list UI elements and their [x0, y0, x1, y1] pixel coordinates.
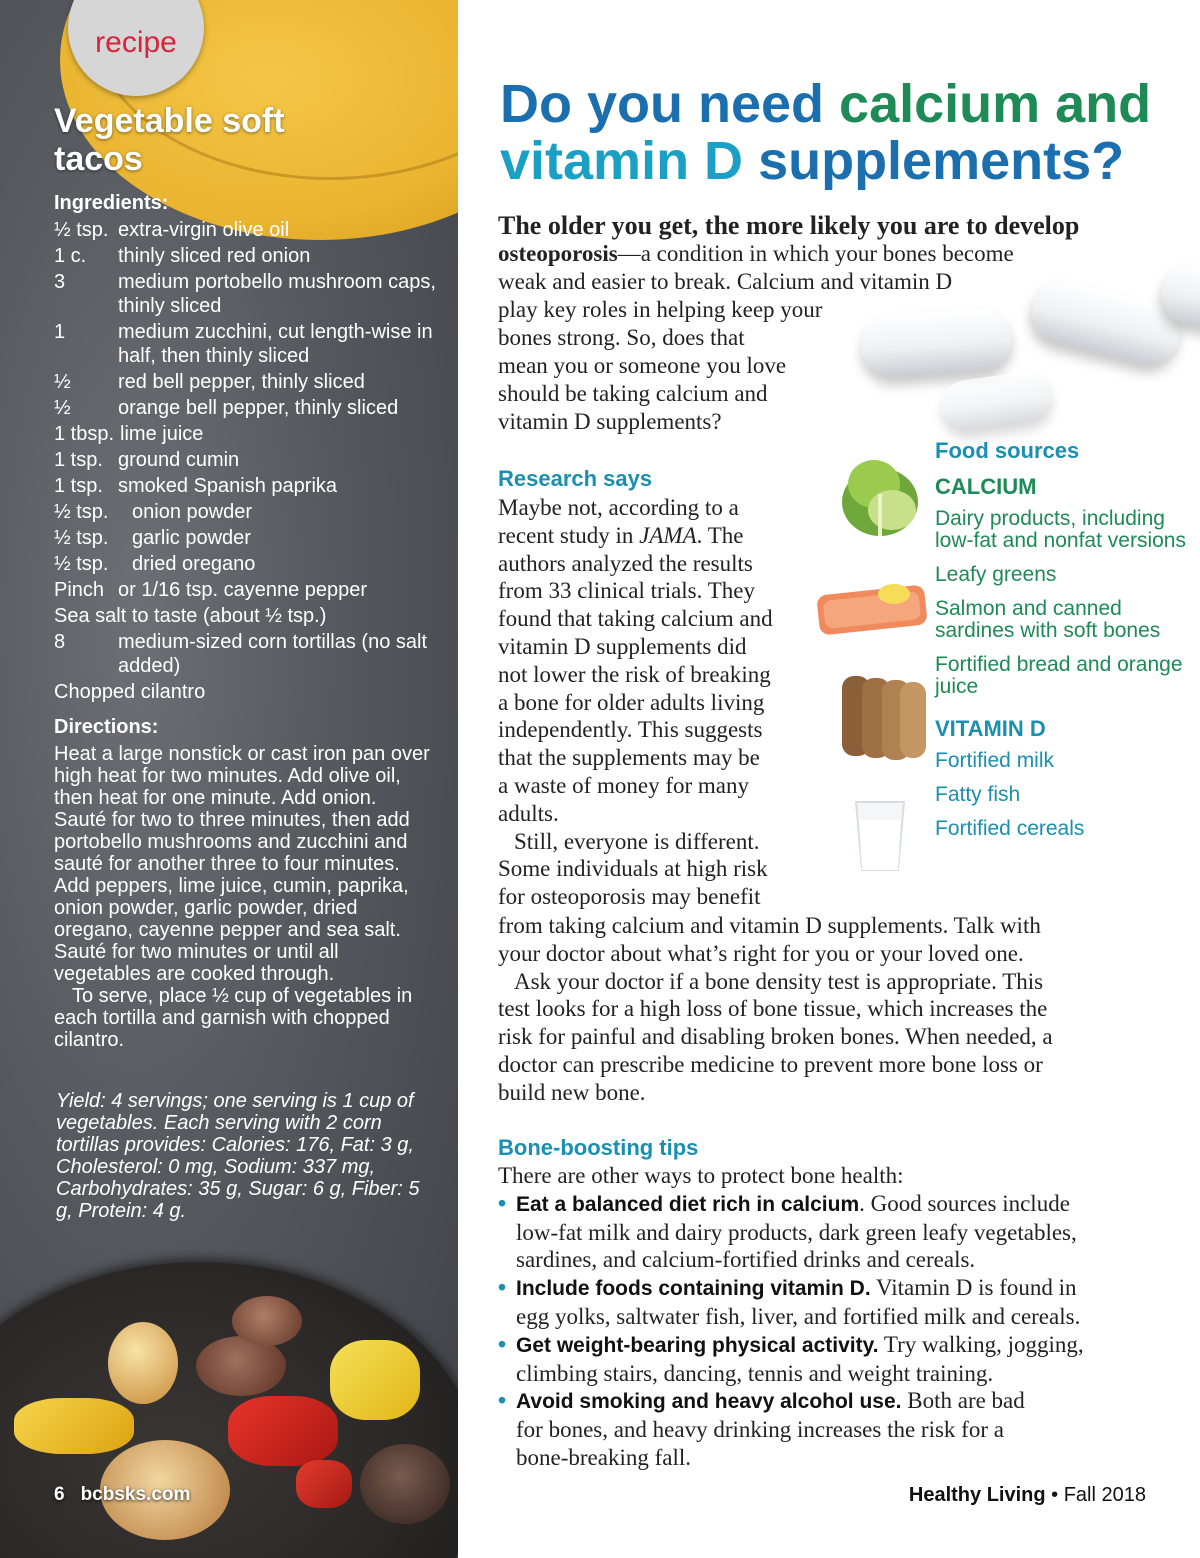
ingredient-item: lime juice — [120, 423, 204, 445]
research-line: that the supplements may be — [498, 745, 760, 771]
ingredient-row — [54, 474, 444, 498]
tip-bold: Avoid smoking and heavy alcohol use. — [516, 1390, 902, 1414]
red-pepper — [228, 1396, 338, 1466]
ingredient-qty: Sea salt to taste (about ½ tsp.) — [54, 605, 327, 627]
milk-glass-image — [848, 798, 912, 874]
vitamin-d-item: Fortified milk — [935, 749, 1055, 772]
ingredient-item: onion powder — [132, 501, 253, 523]
article-headline — [500, 76, 1190, 190]
research-line: Ask your doctor if a bone density test is appropriate. This — [514, 968, 1044, 994]
ingredient-row — [54, 218, 444, 242]
ingredient-item: dried oregano — [132, 553, 256, 575]
research-paragraph-wide — [498, 912, 1178, 1107]
ingredient-item: smoked Spanish paprika — [118, 475, 338, 497]
ingredient-qty: ½ tsp. — [54, 501, 109, 523]
article — [458, 0, 1200, 1558]
ingredient-qty: ½ tsp. — [54, 527, 109, 549]
page-footer-right: Healthy Living • Fall 2018 — [908, 1484, 1146, 1506]
ingredients-list — [54, 218, 444, 706]
research-paragraph — [498, 494, 818, 911]
tip-item — [498, 1331, 1178, 1388]
research-heading: Research says — [498, 466, 653, 491]
ingredient-qty: ½ — [54, 397, 71, 419]
ingredient-row — [54, 500, 444, 524]
mushroom-slice — [360, 1444, 450, 1524]
intro-line: bones strong. So, does that — [498, 325, 745, 350]
ingredient-qty: Pinch — [54, 579, 105, 601]
ingredient-qty: 1 — [54, 321, 66, 343]
mushroom-slice — [232, 1296, 302, 1346]
ingredient-qty: 8 — [54, 631, 66, 653]
ingredient-row — [54, 396, 444, 420]
intro-line: —a condition in which your bones become — [617, 241, 1014, 266]
research-line: Still, everyone is different. — [514, 828, 760, 854]
ingredient-row — [54, 680, 444, 704]
tip-item — [498, 1274, 1178, 1331]
intro-lead-word: osteoporosis — [498, 241, 618, 266]
ingredient-item: medium portobello mushroom caps, thinly sliced — [118, 271, 436, 317]
ingredient-qty: 1 tbsp. — [54, 423, 115, 445]
issue-date: Fall 2018 — [1063, 1484, 1146, 1506]
ingredient-item: thinly sliced red onion — [118, 245, 311, 267]
intro-line: vitamin D supplements? — [498, 409, 722, 434]
ingredients-heading: Ingredients: — [54, 192, 169, 214]
page-number: 6 — [54, 1484, 65, 1505]
ingredient-qty: Chopped cilantro — [54, 681, 206, 703]
bread-image — [836, 668, 932, 762]
tip-text: Vitamin D is found in — [870, 1275, 1077, 1301]
ingredient-row — [54, 270, 444, 318]
tip-text: Try walking, jogging, — [878, 1331, 1084, 1357]
ingredient-row — [54, 422, 444, 446]
ingredient-item: ground cumin — [118, 449, 240, 471]
headline-part: Do you need — [500, 74, 840, 134]
calcium-heading: CALCIUM — [935, 474, 1037, 499]
directions-heading: Directions: — [54, 716, 159, 738]
ingredient-row — [54, 578, 444, 602]
calcium-list — [935, 508, 1195, 698]
research-line: your doctor about what’s right for you or your loved one. — [498, 940, 1024, 966]
ingredient-row — [54, 552, 444, 576]
ingredient-qty: ½ — [54, 371, 71, 393]
tip-text: climbing stairs, dancing, tennis and weight training. — [516, 1360, 994, 1386]
intro-line: mean you or someone you love — [498, 353, 787, 378]
intro-paragraph — [498, 212, 1148, 436]
ingredient-row — [54, 448, 444, 472]
ingredient-item: garlic powder — [132, 527, 251, 549]
research-line: found that taking calcium and — [498, 606, 773, 632]
ingredient-row — [54, 604, 444, 628]
calcium-item: Salmon and canned sardines with soft bones — [935, 597, 1161, 642]
salmon-image — [810, 576, 934, 642]
food-sources-title: Food sources — [935, 438, 1080, 463]
recipe-sidebar — [0, 0, 458, 1558]
intro-line: should be taking calcium and — [498, 381, 768, 406]
vitamin-d-item: Fortified cereals — [935, 817, 1085, 840]
headline-part: calcium and — [839, 74, 1152, 134]
red-pepper — [296, 1460, 352, 1508]
calcium-item: Fortified bread and orange juice — [935, 653, 1183, 698]
yellow-pepper — [330, 1340, 420, 1420]
headline-part: supplements? — [743, 131, 1125, 191]
tip-text: sardines, and calcium-fortified drinks and cereals. — [516, 1247, 976, 1273]
ingredient-row — [54, 244, 444, 268]
lettuce-image — [830, 444, 930, 544]
ingredient-item: or 1/16 tsp. cayenne pepper — [118, 579, 368, 601]
tip-text: low-fat milk and dairy products, dark green leafy vegetables, — [516, 1219, 1077, 1245]
tip-text: . Good sources include — [859, 1190, 1070, 1216]
tip-item — [498, 1190, 1178, 1274]
onion-slice — [108, 1322, 178, 1404]
tips-heading: Bone-boosting tips — [498, 1135, 699, 1160]
research-line: build new bone. — [498, 1079, 646, 1105]
research-line: . The — [696, 522, 744, 548]
research-line: from taking calcium and vitamin D supplements. Talk with — [498, 913, 1041, 938]
ingredient-row — [54, 630, 444, 678]
research-line: Maybe not, according to a — [498, 495, 739, 520]
intro-line: weak and easier to break. Calcium and vitamin D — [498, 269, 953, 294]
research-line: recent study in — [498, 522, 640, 548]
tip-text: egg yolks, saltwater fish, liver, and fortified milk and cereals. — [516, 1303, 1081, 1329]
ingredient-qty: 1 tsp. — [54, 449, 103, 471]
headline-part: vitamin D — [500, 131, 744, 191]
research-line: independently. This suggests — [498, 717, 763, 743]
ingredient-item — [211, 680, 444, 704]
ingredient-item: red bell pepper, thinly sliced — [118, 371, 365, 393]
directions-paragraph: Heat a large nonstick or cast iron pan over high heat for two minutes. Add olive oil, then heat for one minute. Add onion. Sauté for two to three minutes, then add portobello mushrooms and zucchini and sauté for another three to four minutes. Add peppers, lime juice, cumin, paprika, onion powder, garlic powder, dried oregano, cayenne pepper and sea salt. Sauté for two minutes or until all vegetables are cooked through. — [54, 743, 430, 985]
vitamin-d-item: Fatty fish — [935, 783, 1021, 806]
calcium-item: Dairy products, including low-fat and nonfat versions — [935, 507, 1186, 552]
ingredient-qty: 1 tsp. — [54, 475, 103, 497]
site-link[interactable]: bcbsks.com — [80, 1484, 191, 1505]
research-line: vitamin D supplements did — [498, 633, 747, 659]
ingredient-item: orange bell pepper, thinly sliced — [118, 397, 399, 419]
publication-name: Healthy Living — [908, 1484, 1046, 1506]
research-line: Some individuals at high risk — [498, 856, 768, 882]
ingredient-item: medium-sized corn tortillas (no salt added) — [118, 631, 427, 677]
research-line: doctor can prescribe medicine to prevent more bone loss or — [498, 1051, 1043, 1077]
recipe-yield: Yield: 4 servings; one serving is 1 cup of vegetables. Each serving with 2 corn tortillas provides: Calories: 176, Fat: 3 g, Cholesterol: 0 mg, Sodium: 337 mg, Carbohydrates: 35 g, Sugar: 6 g, Fiber: 5 g, Protein: 4 g. — [56, 1090, 420, 1222]
page-footer-left — [54, 1484, 190, 1506]
intro-line: play key roles in helping keep your — [498, 297, 823, 322]
tip-bold: Include foods containing vitamin D. — [516, 1277, 871, 1301]
research-line: for osteoporosis may benefit — [498, 884, 761, 910]
research-line: a bone for older adults living — [498, 689, 765, 715]
ingredient-row — [54, 370, 444, 394]
ingredient-item — [332, 604, 444, 628]
ingredient-row — [54, 320, 444, 368]
vitamin-d-list — [935, 750, 1195, 840]
research-line: from 33 clinical trials. They — [498, 578, 755, 604]
food-sources-box — [935, 438, 1195, 840]
ingredient-item: medium zucchini, cut length-wise in half, then thinly sliced — [118, 321, 433, 367]
ingredient-qty: ½ tsp. — [54, 219, 109, 241]
intro-lead: The older you get, the more likely you are to develop — [498, 211, 1080, 240]
tip-bold: Eat a balanced diet rich in calcium — [516, 1192, 860, 1216]
ingredient-row — [54, 526, 444, 550]
tip-text: bone-breaking fall. — [516, 1444, 691, 1470]
recipe-title: Vegetable soft tacos — [54, 102, 285, 178]
research-line: a waste of money for many — [498, 772, 750, 798]
journal-name: JAMA — [639, 522, 697, 548]
ingredient-qty: 1 c. — [54, 245, 87, 267]
research-line: risk for painful and disabling broken bones. When needed, a — [498, 1024, 1053, 1050]
directions-paragraph: To serve, place ½ cup of vegetables in each tortilla and garnish with chopped cilantro. — [54, 985, 413, 1051]
research-line: authors analyzed the results — [498, 550, 753, 576]
ingredient-item: extra-virgin olive oil — [118, 219, 290, 241]
yellow-pepper — [14, 1398, 134, 1454]
tips-section — [498, 1162, 1178, 1472]
tips-list — [498, 1190, 1178, 1472]
tip-text: Both are bad — [901, 1388, 1025, 1414]
recipe-badge-label: recipe — [95, 26, 177, 59]
tip-bold: Get weight-bearing physical activity. — [516, 1333, 879, 1357]
calcium-item: Leafy greens — [935, 563, 1057, 586]
directions-text — [54, 743, 432, 1051]
tip-text: for bones, and heavy drinking increases the risk for a — [516, 1417, 1004, 1443]
ingredient-qty: 3 — [54, 271, 66, 293]
research-line: not lower the risk of breaking — [498, 661, 771, 687]
research-line: test looks for a high loss of bone tissue, which increases the — [498, 996, 1048, 1022]
tip-item — [498, 1387, 1178, 1471]
research-line: adults. — [498, 800, 559, 826]
vitamin-d-heading: VITAMIN D — [935, 716, 1046, 741]
tips-intro: There are other ways to protect bone health: — [498, 1163, 904, 1188]
ingredient-qty: ½ tsp. — [54, 553, 109, 575]
